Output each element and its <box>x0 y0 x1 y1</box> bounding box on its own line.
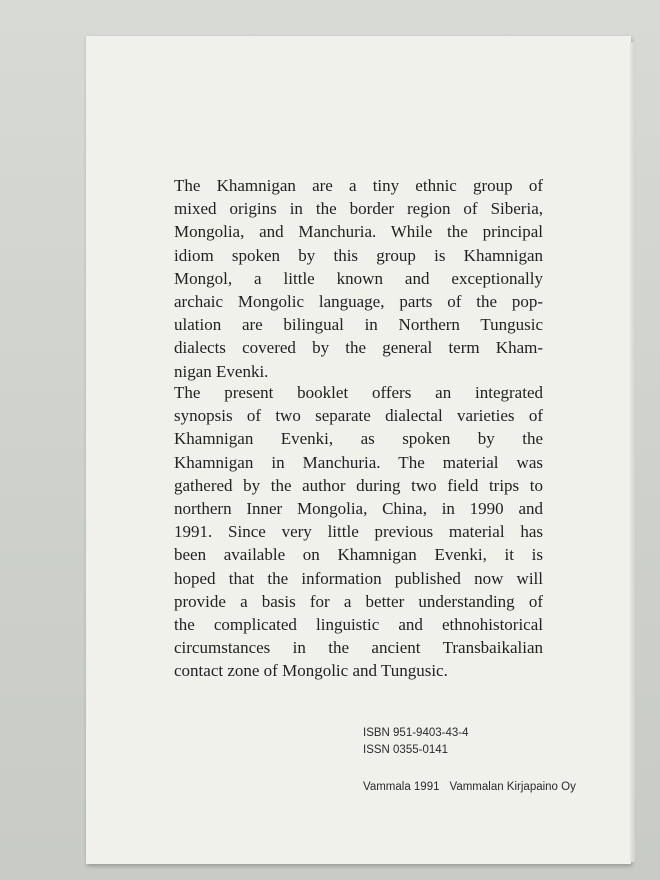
printer-name: Vammalan Kirjapaino Oy <box>449 781 576 793</box>
printer-imprint <box>363 781 576 793</box>
text-line: archaic Mongolic language, parts of the pop- <box>174 292 543 312</box>
text-line: northern Inner Mongolia, China, in 1990 and <box>174 499 543 519</box>
text-line: ulation are bilingual in Northern Tungusic <box>174 315 543 335</box>
book-back-cover <box>86 36 631 864</box>
text-line: Khamnigan Evenki, as spoken by the <box>174 429 543 449</box>
text-line: hoped that the information published now will <box>174 568 543 588</box>
text-line: provide a basis for a better understanding of <box>174 591 543 611</box>
text-line: Khamnigan in Manchuria. The material was <box>174 452 543 472</box>
text-line: 1991. Since very little previous material has <box>174 522 543 542</box>
text-line: gathered by the author during two field trips to <box>174 475 543 495</box>
printer-place-year: Vammala 1991 <box>363 781 440 793</box>
description-paragraph-1 <box>174 174 543 383</box>
text-line: idiom spoken by this group is Khamnigan <box>174 245 543 265</box>
isbn-number: ISBN 951-9403-43-4 <box>363 727 469 739</box>
text-line: mixed origins in the border region of Siberia, <box>174 199 543 219</box>
issn-number: ISSN 0355-0141 <box>363 744 449 756</box>
text-line: Mongolia, and Manchuria. While the principal <box>174 222 543 242</box>
text-line: the complicated linguistic and ethnohistorical <box>174 615 543 635</box>
text-line: contact zone of Mongolic and Tungusic. <box>174 661 448 681</box>
book-page-edge <box>630 42 635 862</box>
text-line: circumstances in the ancient Transbaikalian <box>174 638 543 658</box>
text-line: The Khamnigan are a tiny ethnic group of <box>174 176 543 195</box>
catalog-numbers <box>363 725 468 759</box>
text-line: dialects covered by the general term Kham- <box>174 338 543 358</box>
text-line: nigan Evenki. <box>174 361 269 381</box>
text-line: Mongol, a little known and exceptionally <box>174 268 543 288</box>
text-line: The present booklet offers an integrated <box>174 383 543 402</box>
text-line: been available on Khamnigan Evenki, it is <box>174 545 543 565</box>
text-line: synopsis of two separate dialectal varieties of <box>174 406 543 426</box>
description-paragraph-2 <box>174 381 543 683</box>
